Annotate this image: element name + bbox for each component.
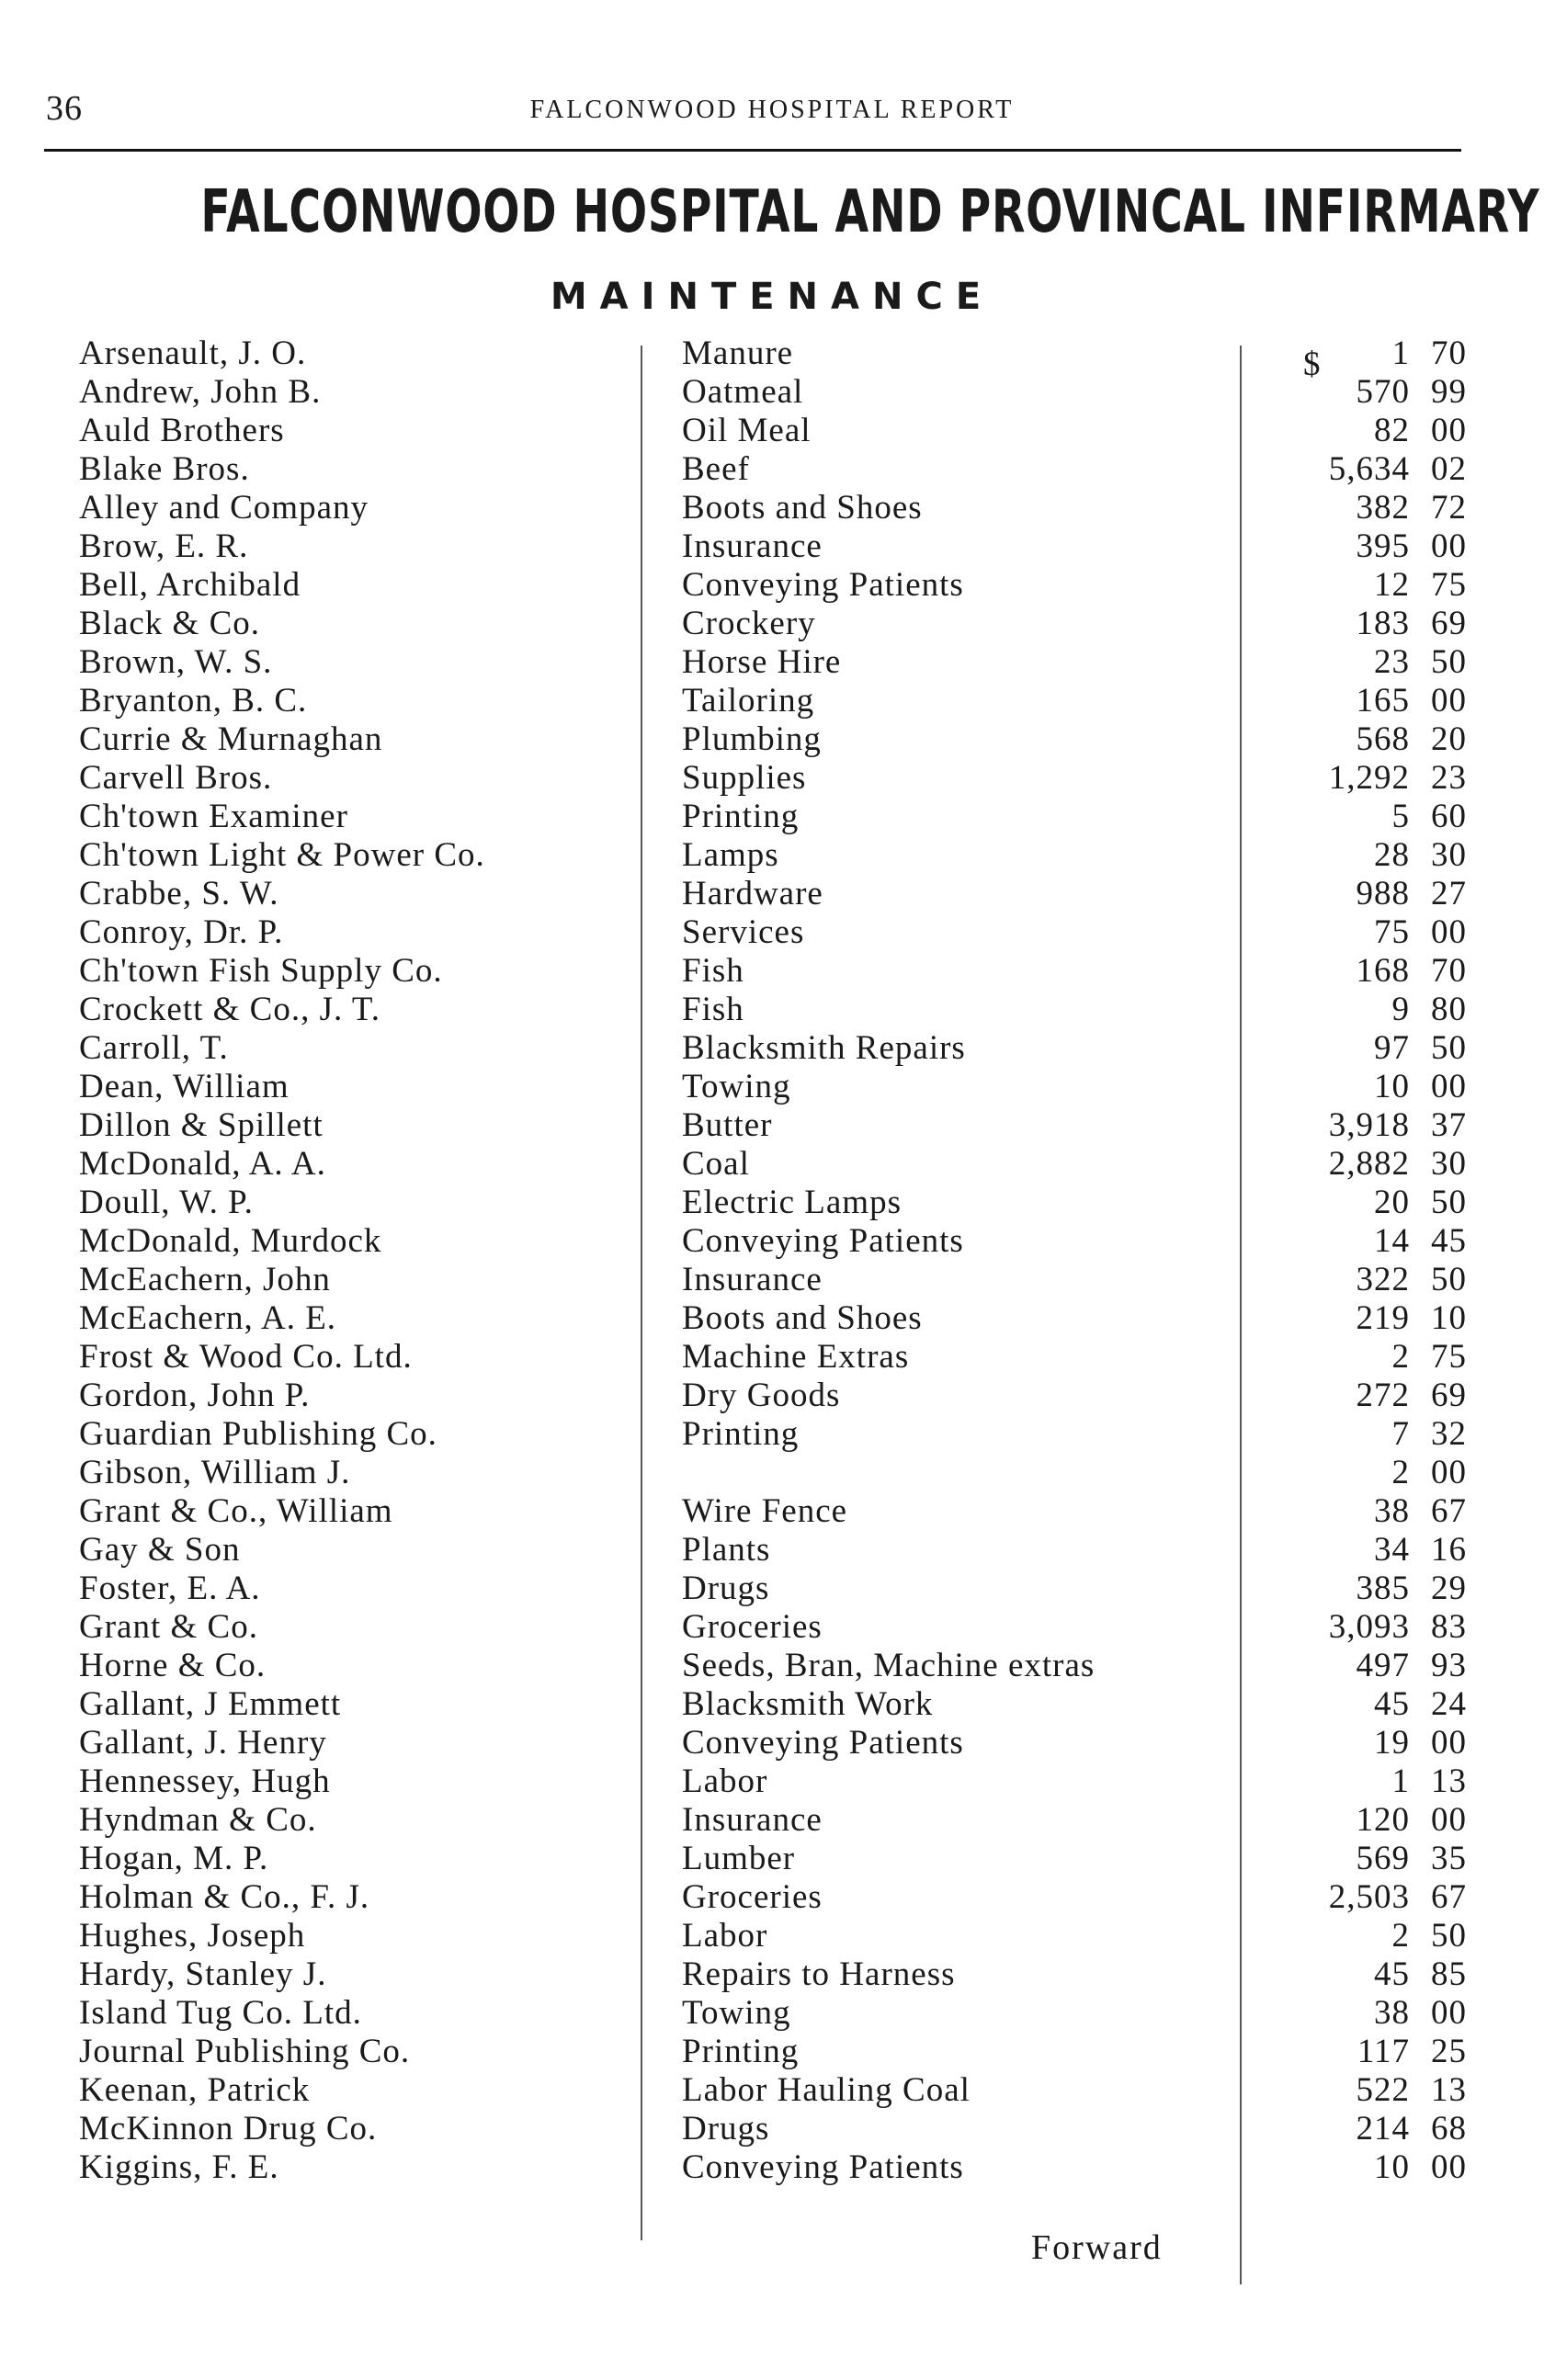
ledger-row [0,1917,1544,1955]
payee-name: McEachern, John [79,1261,331,1298]
payee-name: Foster, E. A. [79,1570,261,1607]
ledger-row [0,991,1544,1029]
expense-item: Boots and Shoes [682,1299,923,1337]
expense-item: Labor [682,1917,768,1955]
amount-dollars: 10 [1374,1068,1410,1105]
section-subtitle: MAINTENANCE [550,276,994,318]
ledger-row [0,2148,1544,2187]
payee-name: Carvell Bros. [79,759,273,797]
ledger-row [0,798,1544,836]
ledger-row [0,1184,1544,1222]
payee-name: Bell, Archibald [79,566,301,604]
expense-item: Plants [682,1531,771,1569]
amount-cents: 85 [1431,1955,1467,1993]
expense-item: Groceries [682,1878,823,1916]
expense-item: Beef [682,450,750,488]
ledger-row [0,1299,1544,1338]
ledger-row [0,875,1544,913]
ledger-row [0,913,1544,952]
payee-name: Hennessey, Hugh [79,1762,331,1800]
amount-cents: 30 [1431,836,1467,874]
amount-dollars: 568 [1356,720,1410,758]
amount-cents: 37 [1431,1106,1467,1144]
payee-name: McDonald, Murdock [79,1222,382,1260]
amount-cents: 50 [1431,1029,1467,1067]
ledger-row [0,1531,1544,1570]
amount-dollars: 219 [1356,1299,1410,1337]
amount-cents: 67 [1431,1492,1467,1530]
expense-item: Drugs [682,1570,770,1607]
ledger-row [0,1608,1544,1647]
payee-name: Ch'town Fish Supply Co. [79,952,443,990]
amount-dollars: 2,882 [1328,1145,1410,1183]
amount-cents: 13 [1431,2071,1467,2109]
amount-cents: 75 [1431,1338,1467,1376]
amount-cents: 13 [1431,1762,1467,1800]
expense-item: Drugs [682,2110,770,2148]
amount-dollars: 23 [1374,643,1410,681]
payee-name: McEachern, A. E. [79,1299,337,1337]
amount-cents: 00 [1431,2148,1467,2186]
expense-item: Conveying Patients [682,1724,964,1762]
expense-item: Towing [682,1068,791,1105]
expense-item: Oatmeal [682,373,804,411]
amount-cents: 32 [1431,1415,1467,1453]
amount-cents: 69 [1431,605,1467,642]
payee-name: Holman & Co., F. J. [79,1878,370,1916]
expense-item: Printing [682,1415,800,1453]
amount-dollars: 38 [1374,1994,1410,2032]
ledger-row [0,450,1544,489]
amount-cents: 00 [1431,1068,1467,1105]
ledger-row [0,1029,1544,1068]
ledger-row [0,1338,1544,1377]
payee-name: Brown, W. S. [79,643,273,681]
amount-cents: 10 [1431,1299,1467,1337]
ledger-row [0,1454,1544,1492]
amount-dollars: 272 [1356,1377,1410,1414]
payee-name: Grant & Co., William [79,1492,393,1530]
amount-dollars: 3,093 [1328,1608,1410,1646]
expense-item: Blacksmith Work [682,1685,934,1723]
amount-dollars: 2 [1391,1454,1410,1491]
payee-name: Ch'town Light & Power Co. [79,836,485,874]
payee-name: Ch'town Examiner [79,798,348,835]
amount-cents: 60 [1431,798,1467,835]
expense-item: Conveying Patients [682,1222,964,1260]
payee-name: Gay & Son [79,1531,241,1569]
payee-name: Dillon & Spillett [79,1106,324,1144]
amount-cents: 35 [1431,1840,1467,1877]
amount-cents: 72 [1431,489,1467,527]
ledger-row [0,334,1544,373]
amount-dollars: 12 [1374,566,1410,604]
ledger-row [0,1145,1544,1184]
payee-name: Hyndman & Co. [79,1801,317,1839]
amount-cents: 50 [1431,643,1467,681]
payee-name: Island Tug Co. Ltd. [79,1994,362,2032]
expense-item: Dry Goods [682,1377,841,1414]
ledger-row [0,605,1544,643]
amount-dollars: 7 [1391,1415,1410,1453]
expense-item: Hardware [682,875,823,912]
running-head: FALCONWOOD HOSPITAL REPORT [529,96,1015,124]
ledger-row [0,412,1544,450]
amount-dollars: 2 [1391,1917,1410,1955]
amount-dollars: 1,292 [1328,759,1410,797]
expense-item: Groceries [682,1608,823,1646]
payee-name: Kiggins, F. E. [79,2148,279,2186]
expense-item: Horse Hire [682,643,842,681]
ledger-row [0,527,1544,566]
amount-dollars: 3,918 [1328,1106,1410,1144]
expense-item: Crockery [682,605,816,642]
amount-dollars: 2,503 [1328,1878,1410,1916]
amount-dollars: 5 [1391,798,1410,835]
payee-name: Hogan, M. P. [79,1840,269,1877]
amount-cents: 00 [1431,1724,1467,1762]
amount-dollars: 28 [1374,836,1410,874]
payee-name: Bryanton, B. C. [79,682,308,720]
amount-dollars: 120 [1356,1801,1410,1839]
amount-cents: 24 [1431,1685,1467,1723]
expense-item: Services [682,913,805,951]
ledger-row [0,2071,1544,2110]
payee-name: Horne & Co. [79,1647,267,1684]
payee-name: Andrew, John B. [79,373,322,411]
expense-item: Conveying Patients [682,2148,964,2186]
expense-item: Lamps [682,836,779,874]
ledger-row [0,1994,1544,2033]
amount-cents: 25 [1431,2033,1467,2070]
amount-dollars: 382 [1356,489,1410,527]
amount-dollars: 2 [1391,1338,1410,1376]
payee-name: Blake Bros. [79,450,250,488]
payee-name: Crockett & Co., J. T. [79,991,380,1028]
amount-dollars: 183 [1356,605,1410,642]
expense-item: Printing [682,2033,800,2070]
amount-dollars: 165 [1356,682,1410,720]
amount-cents: 70 [1431,334,1467,372]
amount-cents: 00 [1431,682,1467,720]
ledger-row [0,1685,1544,1724]
amount-dollars: 395 [1356,527,1410,565]
expense-item: Towing [682,1994,791,2032]
payee-name: Hardy, Stanley J. [79,1955,327,1993]
expense-item: Insurance [682,1261,823,1298]
payee-name: Gibson, William J. [79,1454,351,1491]
amount-dollars: 569 [1356,1840,1410,1877]
header-rule [44,149,1461,152]
amount-cents: 00 [1431,1454,1467,1491]
expense-item: Fish [682,991,744,1028]
payee-name: Arsenault, J. O. [79,334,307,372]
expense-item: Butter [682,1106,773,1144]
amount-dollars: 45 [1374,1685,1410,1723]
ledger-row [0,759,1544,798]
amount-cents: 27 [1431,875,1467,912]
amount-dollars: 168 [1356,952,1410,990]
amount-cents: 02 [1431,450,1467,488]
expense-item: Oil Meal [682,412,812,449]
ledger-row [0,1261,1544,1299]
expense-item: Repairs to Harness [682,1955,956,1993]
expense-item: Manure [682,334,794,372]
amount-cents: 00 [1431,913,1467,951]
payee-name: Frost & Wood Co. Ltd. [79,1338,413,1376]
payee-name: Journal Publishing Co. [79,2033,411,2070]
amount-dollars: 38 [1374,1492,1410,1530]
expense-item: Coal [682,1145,750,1183]
payee-name: McDonald, A. A. [79,1145,326,1183]
amount-cents: 00 [1431,1801,1467,1839]
amount-cents: 75 [1431,566,1467,604]
page-title: FALCONWOOD HOSPITAL AND PROVINCAL INFIRMARY [200,178,1540,246]
amount-dollars: 385 [1356,1570,1410,1607]
expense-item: Wire Fence [682,1492,848,1530]
ledger-row [0,720,1544,759]
ledger-row [0,836,1544,875]
forward-label: Forward [1031,2228,1163,2267]
payee-name: Gallant, J Emmett [79,1685,342,1723]
amount-dollars: 19 [1374,1724,1410,1762]
ledger-row [0,2110,1544,2148]
ledger-row [0,2033,1544,2071]
payee-name: Currie & Murnaghan [79,720,383,758]
expense-item: Electric Lamps [682,1184,902,1221]
amount-cents: 00 [1431,412,1467,449]
amount-cents: 80 [1431,991,1467,1028]
amount-dollars: 34 [1374,1531,1410,1569]
amount-dollars: 10 [1374,2148,1410,2186]
payee-name: Alley and Company [79,489,369,527]
amount-cents: 67 [1431,1878,1467,1916]
ledger-row [0,1106,1544,1145]
amount-dollars: 82 [1374,412,1410,449]
ledger-row [0,1801,1544,1840]
amount-cents: 50 [1431,1184,1467,1221]
expense-item: Blacksmith Repairs [682,1029,966,1067]
payee-name: Conroy, Dr. P. [79,913,284,951]
ledger-row [0,489,1544,527]
payee-name: Gallant, J. Henry [79,1724,327,1762]
amount-dollars: 14 [1374,1222,1410,1260]
amount-dollars: 497 [1356,1647,1410,1684]
ledger-row [0,1377,1544,1415]
ledger-row [0,682,1544,720]
expense-item: Tailoring [682,682,815,720]
amount-dollars: 5,634 [1328,450,1410,488]
amount-dollars: 1 [1391,1762,1410,1800]
amount-cents: 16 [1431,1531,1467,1569]
amount-cents: 99 [1431,373,1467,411]
payee-name: McKinnon Drug Co. [79,2110,378,2148]
amount-cents: 30 [1431,1145,1467,1183]
amount-dollars: 1 [1391,334,1410,372]
ledger-row [0,1955,1544,1994]
payee-name: Crabbe, S. W. [79,875,279,912]
expense-item: Lumber [682,1840,796,1877]
amount-dollars: 97 [1374,1029,1410,1067]
payee-name: Doull, W. P. [79,1184,254,1221]
amount-dollars: 322 [1356,1261,1410,1298]
expense-item: Machine Extras [682,1338,910,1376]
ledger-row [0,1222,1544,1261]
ledger-table [0,334,1544,2187]
payee-name: Black & Co. [79,605,261,642]
payee-name: Auld Brothers [79,412,285,449]
amount-cents: 20 [1431,720,1467,758]
expense-item: Supplies [682,759,807,797]
expense-item: Insurance [682,527,823,565]
payee-name: Brow, E. R. [79,527,249,565]
expense-item: Labor Hauling Coal [682,2071,971,2109]
expense-item: Plumbing [682,720,822,758]
currency-symbol: $ [1303,346,1321,383]
payee-name: Keenan, Patrick [79,2071,311,2109]
expense-item: Conveying Patients [682,566,964,604]
ledger-row [0,643,1544,682]
amount-cents: 83 [1431,1608,1467,1646]
amount-cents: 93 [1431,1647,1467,1684]
amount-cents: 23 [1431,759,1467,797]
amount-cents: 50 [1431,1917,1467,1955]
amount-cents: 00 [1431,1994,1467,2032]
payee-name: Carroll, T. [79,1029,229,1067]
ledger-row [0,952,1544,991]
amount-cents: 00 [1431,527,1467,565]
amount-dollars: 214 [1356,2110,1410,2148]
payee-name: Dean, William [79,1068,290,1105]
ledger-row [0,1647,1544,1685]
expense-item: Boots and Shoes [682,489,923,527]
ledger-row [0,566,1544,605]
expense-item: Labor [682,1762,768,1800]
payee-name: Guardian Publishing Co. [79,1415,437,1453]
ledger-row [0,1724,1544,1762]
ledger-row [0,1878,1544,1917]
amount-dollars: 988 [1356,875,1410,912]
page-number: 36 [46,89,83,128]
amount-cents: 50 [1431,1261,1467,1298]
payee-name: Grant & Co. [79,1608,258,1646]
amount-cents: 45 [1431,1222,1467,1260]
amount-dollars: 570 [1356,373,1410,411]
ledger-row [0,1762,1544,1801]
amount-cents: 29 [1431,1570,1467,1607]
expense-item: Fish [682,952,744,990]
amount-cents: 70 [1431,952,1467,990]
amount-dollars: 522 [1356,2071,1410,2109]
ledger-row [0,373,1544,412]
ledger-row [0,1068,1544,1106]
ledger-row [0,1415,1544,1454]
payee-name: Gordon, John P. [79,1377,311,1414]
amount-dollars: 75 [1374,913,1410,951]
amount-dollars: 45 [1374,1955,1410,1993]
ledger-row [0,1570,1544,1608]
expense-item: Seeds, Bran, Machine extras [682,1647,1096,1684]
expense-item: Insurance [682,1801,823,1839]
amount-cents: 69 [1431,1377,1467,1414]
payee-name: Hughes, Joseph [79,1917,306,1955]
amount-dollars: 9 [1391,991,1410,1028]
ledger-row [0,1840,1544,1878]
expense-item: Printing [682,798,800,835]
ledger-row [0,1492,1544,1531]
amount-dollars: 117 [1357,2033,1410,2070]
amount-dollars: 20 [1374,1184,1410,1221]
amount-cents: 68 [1431,2110,1467,2148]
